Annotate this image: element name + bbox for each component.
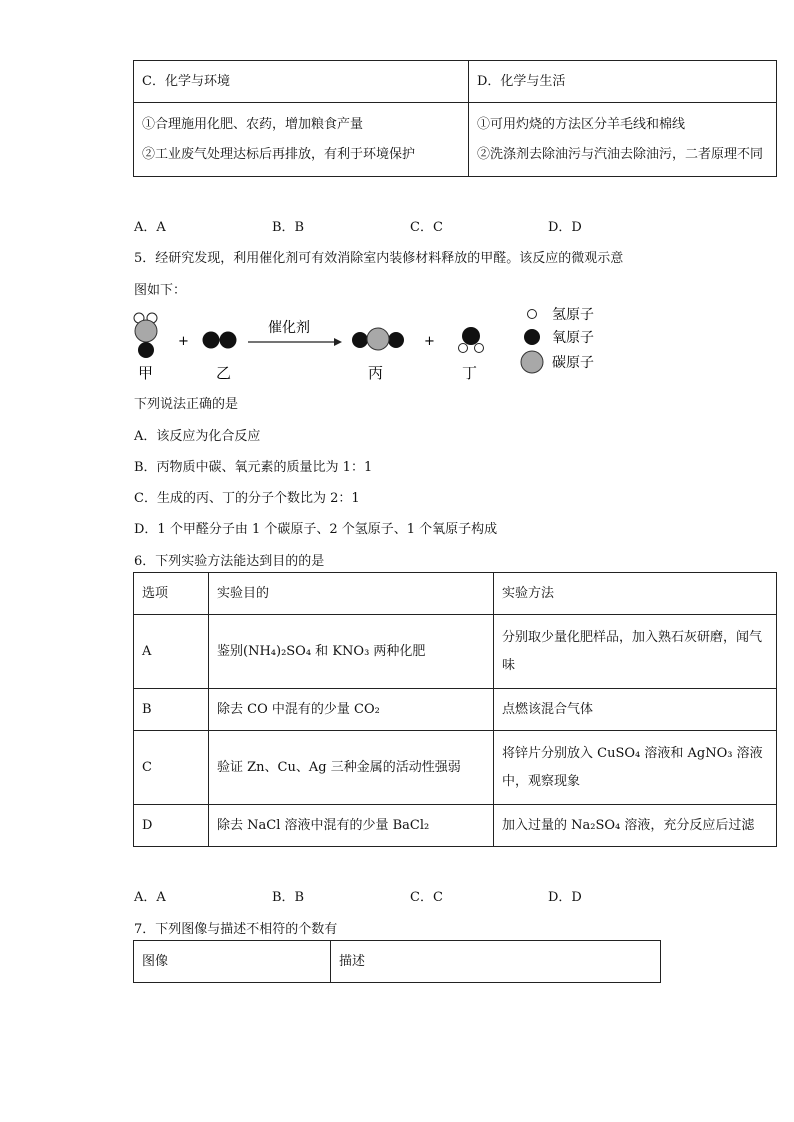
reaction-diagram: [120, 298, 620, 390]
q6-row-b-method: 点燃该混合气体: [494, 689, 777, 731]
q7-stem: 7．下列图像与描述不相符的个数有: [134, 922, 338, 937]
molecule-ding: [459, 327, 484, 353]
carbon-legend-icon: [521, 351, 543, 373]
label-ding: 丁: [462, 364, 478, 382]
legend-hydrogen: 氢原子: [552, 307, 594, 323]
q6-stem: 6．下列实验方法能达到目的的是: [134, 554, 325, 569]
q6-row-c-method: 将锌片分别放入 CuSO₄ 溶液和 AgNO₃ 溶液中，观察现象: [494, 731, 777, 805]
q4-option-c[interactable]: C．C: [410, 220, 443, 235]
q6-header-method: 实验方法: [494, 573, 777, 615]
carbon-atom: [367, 328, 389, 350]
hydrogen-atom: [475, 344, 484, 353]
q5-option-c[interactable]: C．生成的丙、丁的分子个数比为 2：1: [134, 491, 360, 506]
legend-carbon: 碳原子: [552, 355, 594, 371]
oxygen-atom: [462, 327, 480, 345]
q6-row-d-aim: 除去 NaCl 溶液中混有的少量 BaCl₂: [209, 805, 494, 847]
q6-header-aim: 实验目的: [209, 573, 494, 615]
molecule-jia: [134, 313, 157, 358]
q6-option-b[interactable]: B．B: [272, 890, 305, 905]
q5-prompt: 下列说法正确的是: [134, 397, 239, 412]
q4-options: [134, 216, 694, 236]
q6-options: [134, 886, 694, 906]
top-table: [133, 60, 777, 177]
top-c-body: [134, 103, 469, 177]
top-c-header: C．化学与环境: [134, 61, 469, 103]
q5-stem-line2: 图如下：: [134, 283, 187, 298]
oxygen-atom: [352, 332, 368, 348]
q6-option-c[interactable]: C．C: [410, 890, 443, 905]
q5-option-b[interactable]: B．丙物质中碳、氧元素的质量比为 1：1: [134, 460, 373, 475]
q6-row-b-aim: 除去 CO 中混有的少量 CO₂: [209, 689, 494, 731]
top-c-line: ②工业废气处理达标后再排放，有利于环境保护: [142, 146, 416, 162]
q5-stem-line1: 5．经研究发现，利用催化剂可有效消除室内装修材料释放的甲醛。该反应的微观示意: [134, 251, 624, 266]
top-d-line: ①可用灼烧的方法区分羊毛线和棉线: [477, 116, 686, 132]
q4-option-d[interactable]: D．D: [548, 220, 582, 235]
q6-row-d-method: 加入过量的 Na₂SO₄ 溶液，充分反应后过滤: [494, 805, 777, 847]
hydrogen-atom: [459, 344, 468, 353]
q4-option-b[interactable]: B．B: [272, 220, 305, 235]
q6-table: [133, 572, 777, 847]
atom-legend: [521, 307, 594, 373]
label-jia: 甲: [138, 364, 154, 382]
label-bing: 丙: [368, 364, 384, 382]
carbon-atom: [135, 320, 157, 342]
q6-row-a-aim: 鉴别(NH₄)₂SO₄ 和 KNO₃ 两种化肥: [209, 615, 494, 689]
plus-sign: +: [178, 334, 189, 349]
q6-row-b-option: B: [134, 689, 209, 731]
oxygen-atom: [220, 332, 237, 349]
q7-header-description: 描述: [331, 941, 661, 983]
top-d-body: [469, 103, 777, 177]
arrow-head: [334, 338, 342, 346]
q6-row-c-aim: 验证 Zn、Cu、Ag 三种金属的活动性强弱: [209, 731, 494, 805]
q6-option-a[interactable]: A．A: [134, 890, 166, 905]
q7-header-image: 图像: [134, 941, 331, 983]
q6-header-option: 选项: [134, 573, 209, 615]
hydrogen-legend-icon: [528, 310, 537, 319]
q5-option-a[interactable]: A．该反应为化合反应: [134, 429, 261, 444]
q6-row-a-method: 分别取少量化肥样品，加入熟石灰研磨，闻气味: [494, 615, 777, 689]
q4-option-a[interactable]: A．A: [134, 220, 166, 235]
q6-row-d-option: D: [134, 805, 209, 847]
plus-sign: +: [424, 334, 435, 349]
top-c-line: ①合理施用化肥、农药，增加粮食产量: [142, 116, 364, 132]
label-yi: 乙: [216, 364, 232, 382]
q6-row-c-option: C: [134, 731, 209, 805]
top-d-line: ②洗涤剂去除油污与汽油去除油污，二者原理不同: [477, 146, 764, 162]
oxygen-atom: [203, 332, 220, 349]
oxygen-atom: [138, 342, 154, 358]
catalyst-label: 催化剂: [268, 320, 310, 336]
oxygen-legend-icon: [524, 329, 540, 345]
q7-table: [133, 940, 661, 983]
oxygen-atom: [388, 332, 404, 348]
q5-option-d[interactable]: D．1 个甲醛分子由 1 个碳原子、2 个氢原子、1 个氧原子构成: [134, 522, 498, 537]
q6-row-a-option: A: [134, 615, 209, 689]
molecule-bing: [352, 328, 404, 350]
top-d-header: D．化学与生活: [469, 61, 777, 103]
q6-option-d[interactable]: D．D: [548, 890, 582, 905]
legend-oxygen: 氧原子: [552, 330, 594, 346]
molecule-yi: [203, 332, 237, 349]
